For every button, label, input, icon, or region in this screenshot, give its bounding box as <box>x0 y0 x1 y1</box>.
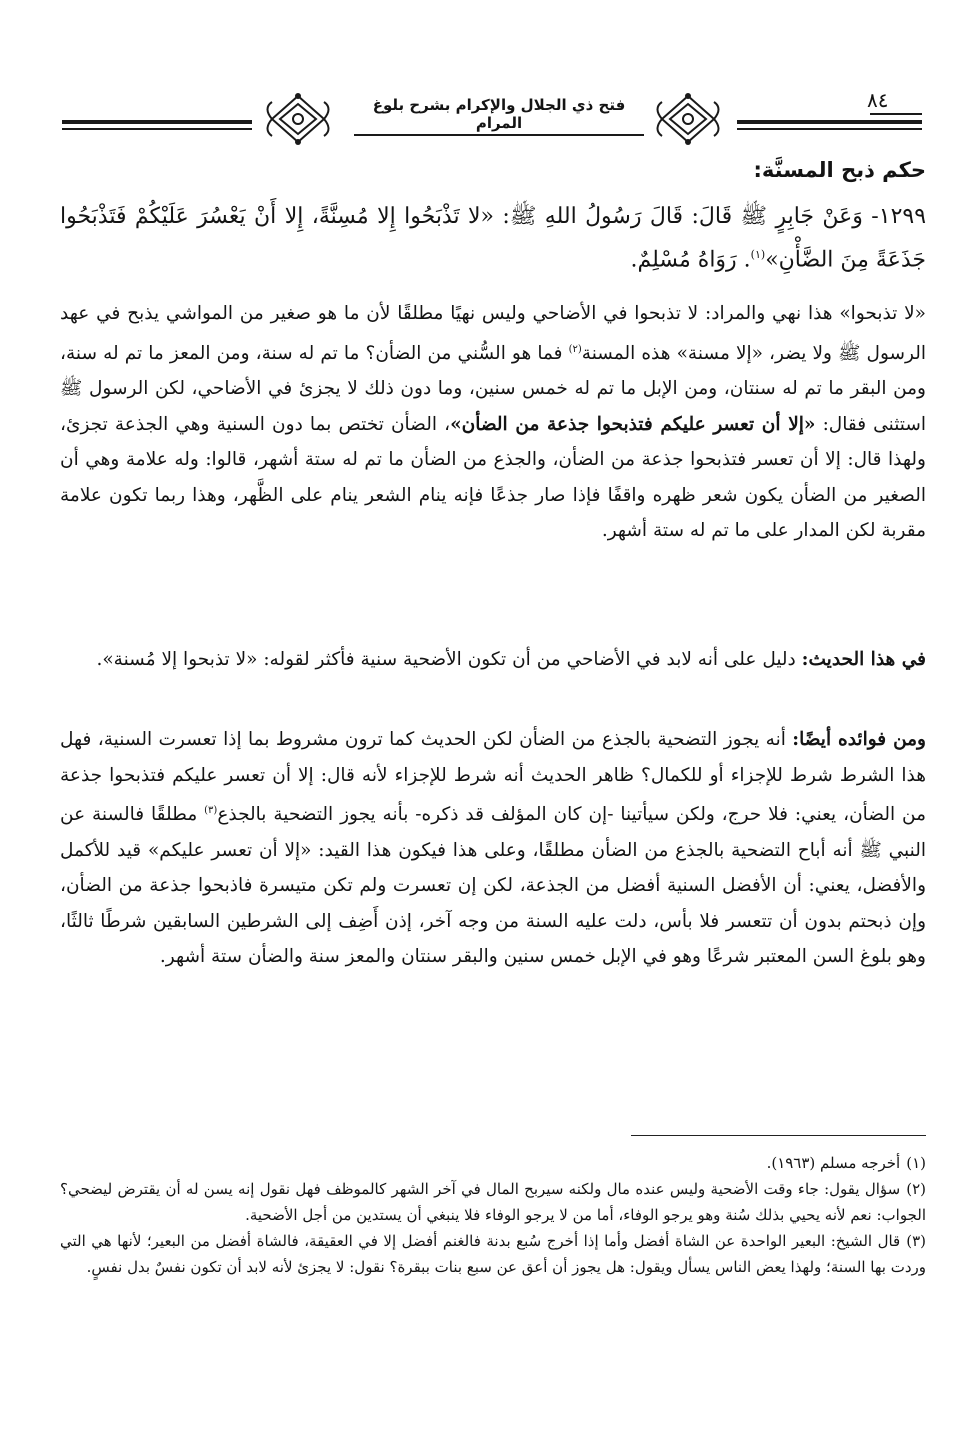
p1-part-b: فما هو السُّني من الضأن؟ ما تم له سنة، ومن المعز ما تم له سنة، ومن البقر ما تم له سنتان، ومن الإبل ما تم له خمس سنين، وما دون ذلك لا يجزئ في الأضاحي، لكن الرسول ﷺ استثنى فقال: <box>60 342 926 435</box>
commentary-paragraph-3 <box>60 722 926 975</box>
header-ornament-right-icon <box>652 92 724 146</box>
footnote-2 <box>60 1176 926 1228</box>
p2-text: دليل على أنه لابد في الأضاحي من أن تكون الأضحية سنية فأكثر لقوله: «لا تذبحوا إلا مُسنة». <box>96 649 802 670</box>
footnote-text: سؤال يقول: جاء وقت الأضحية وليس عنده مال ولكنه سيربح المال في آخر الشهر كالموظف فهل نقول إنه يسن له أن يقترض ليضحي؟ الجواب: نعم لأنه يحيي بذلك سُنة وهو يرجو الوفاء، أما من لا يرجو الوفاء فلا ينبغي أن يستدين من أجل الأضحية. <box>60 1180 926 1224</box>
header-rule-left-thin <box>62 128 252 130</box>
commentary-paragraph-2 <box>60 642 926 678</box>
footnotes <box>60 1150 926 1280</box>
p2-heading: في هذا الحديث: <box>801 649 926 670</box>
footnote-text: أخرجه مسلم (١٩٦٣). <box>766 1154 901 1172</box>
header-ornament-left-icon <box>262 92 334 146</box>
p3-part-b: مطلقًا فالسنة عن النبي ﷺ أنه أباح التضحية بالجذع من الضأن مطلقًا، وعلى هذا فيكون هذا القيد: «إلا أن تعسر عليكم» قيد للأكمل والأفضل، يعني: أن الأفضل السنية أفضل من الجذعة، لكن إن تعسرت ولم تكن متيسرة فاذبحوا جذعة من الضأن، وإن ذبحتم بدون أن تتعسر فلا بأس، دلت عليه السنة من وجه آخر، إذن أَضِف إلى الشرطين السابقين شرطًا ثالثًا، وهو بلوغ السن المعتبر شرعًا وهو في الإبل خمس سنين والبقر سنتان والمعز سنة والضأن ستة أشهر. <box>60 804 926 968</box>
page-number: ٨٤ <box>867 88 889 112</box>
p1-quoted-hadith: «إلا أن تعسر عليكم فتذبحوا جذعة من الضأن» <box>450 413 816 435</box>
footnote-ref-1[interactable]: (١) <box>750 248 766 261</box>
header-rule-right <box>737 120 922 124</box>
header-rule-left <box>62 120 252 124</box>
page-header <box>62 88 922 146</box>
footnote-ref-3[interactable]: (٣) <box>204 805 218 816</box>
footnote-1 <box>60 1150 926 1176</box>
footnote-number: (١) <box>906 1154 926 1172</box>
running-title: فتح ذي الجلال والإكرام بشرح بلوغ المرام <box>372 96 626 132</box>
footnote-separator <box>631 1135 926 1136</box>
footnote-3 <box>60 1228 926 1280</box>
footnote-number: (٢) <box>906 1180 926 1198</box>
commentary-paragraph-1 <box>60 296 926 549</box>
p1-part-c: ، الضأن تختص بما دون السنية وهي الجذعة تجزئ، ولهذا قال: إلا أن تعسر فتذبحوا جذعة من الضأن، والجذع من الضأن ما تم له ستة أشهر، قالوا: وله علامة وهي أن الصغير من الضأن يكون شعر ظهره واقفًا فإذا صار جذعًا فإنه ينام الشعر ينام على الظَّهر، وهذا ربما تكون علامة مقربة لكن المدار على ما تم له ستة أشهر. <box>60 413 926 542</box>
section-title: حكم ذبح المسنَّة: <box>753 158 926 182</box>
footnote-text: قال الشيخ: البعير الواحدة عن الشاة أفضل وأما إذا أخرج سُبع بدنة فالغنم أفضل إلا في العقيقة، فالشاة أفضل من البعير؛ لأنها هي التي وردت بها السنة؛ ولهذا يعض الناس يسأل ويقول: هل يجوز أن أعق عن سبع بنات ببقرة؟ نقول: لا يجزئ لأنه لابد أن تكون نفسٌ بدل نفسٍ. <box>60 1232 926 1276</box>
header-rule-right-thin <box>737 128 922 130</box>
footnote-ref-2[interactable]: (٢) <box>568 343 582 355</box>
hadith-source: . رَوَاهُ مُسْلِمٌ. <box>630 247 751 273</box>
hadith-text <box>60 198 926 279</box>
p3-part-a: أنه يجوز التضحية بالجذع من الضأن لكن الحديث كما ترون مشروط بما إذا تعسرت السنية، فهل هذا الشرط شرط للإجزاء أو للكمال؟ ظاهر الحديث أنه شرط للإجزاء لأنه قال: إلا أن تعسر عليكم فتذبحوا جذعة من الضأن، يعني: فلا حرج، ولكن سيأتينا -إن كان المؤلف قد ذكره- بأنه يجوز التضحية بالجذع <box>60 729 926 826</box>
footnote-number: (٣) <box>906 1232 926 1250</box>
header-rule-middle <box>354 134 644 136</box>
p1-part-a: «لا تذبحوا» هذا نهي والمراد: لا تذبحوا في الأضاحي وليس نهيًا مطلقًا لأن ما هو صغير من المواشي يذبح في عهد الرسول ﷺ ولا يضر، «إلا مسنة» هذه المسنة <box>60 303 927 364</box>
p3-heading: ومن فوائده أيضًا: <box>792 729 926 750</box>
hadith-body: ١٢٩٩- وَعَنْ جَابِرٍ ﷺ قَالَ: قَالَ رَسُولُ اللهِ ﷺ: «لا تَذْبَحُوا إِلا مُسِنَّةً، إِلا أَنْ يَعْسُرَ عَلَيْكُمْ فَتَذْبَحُوا جَذَعَةً مِنَ الضَّأْنِ» <box>60 204 927 273</box>
page-number-underline <box>870 113 922 115</box>
